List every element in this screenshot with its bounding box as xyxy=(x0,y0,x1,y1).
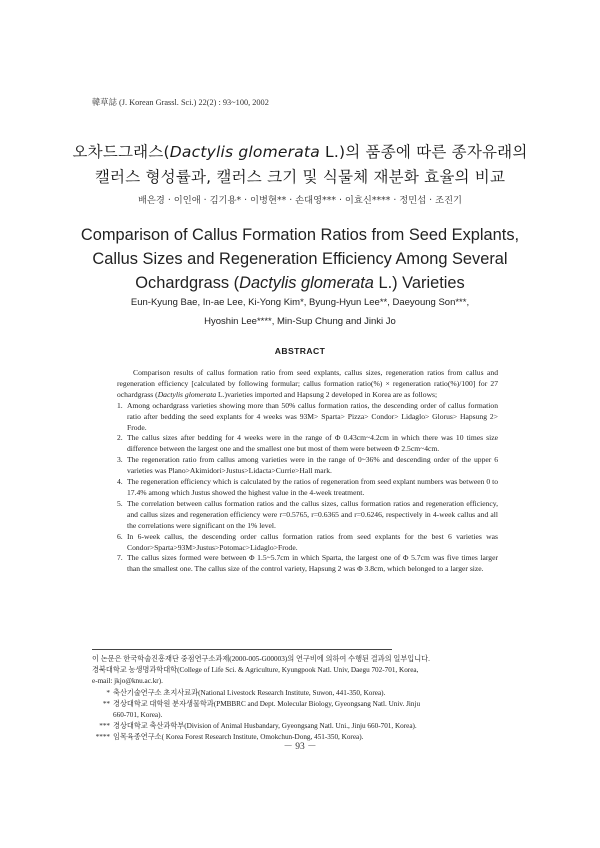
abstract-item xyxy=(117,553,498,575)
abstract-body xyxy=(117,368,498,575)
footnote-4: **** 임목육종연구소( Korea Forest Research Institute, Omokchun-Dong, 451-350, Korea). xyxy=(92,732,504,743)
abstract-item-text: The regeneration ratio from callus among varieties were in the range of 0~36% and descending order of the upper 6 varieties was Plano>Akimidori>Justus>Lidacta>Currie>Hall mark. xyxy=(127,455,498,476)
footnote-affiliation: 경북대학교 농생명과학대학(College of Life Sci. & Agriculture, Kyungpook Natl. Univ, Daegu 702-701, Korea, xyxy=(92,666,419,675)
page-number: － 93 － xyxy=(283,742,317,752)
korean-authors: 배은경 · 이인애 · 김기용* · 이병현** · 손대영*** · 이효신**** · 정민섭 · 조진기 xyxy=(137,195,463,206)
english-title-line-2: Callus Sizes and Regeneration Efficiency Among Several xyxy=(92,250,508,268)
english-title-line-3: Ochardgrass (Dactylis glomerata L.) Varieties xyxy=(135,274,465,292)
abstract-species: Dactylis glomerata xyxy=(157,389,217,399)
abstract-item xyxy=(117,401,498,434)
footnote-mark: ** xyxy=(102,699,110,708)
abstract-item-number: 1. xyxy=(117,400,123,410)
abstract-item xyxy=(117,532,498,554)
english-authors-line-1: Eun-Kyung Bae, In-ae Lee, Ki-Yong Kim*, Byung-Hyun Lee**, Daeyoung Son***, xyxy=(130,297,470,308)
abstract-item-number: 4. xyxy=(117,477,123,487)
abstract-item-text: Among ochardgrass varieties showing more than 50% callus formation ratios, the descending order of callus formation ratio after bedding the seed explants for 4 weeks was 93M> Sparta> Pizza> Condor> Lidaglo> Glorus> Hapsung 2> Frode. xyxy=(127,400,498,432)
abstract-item-text: The callus sizes after bedding for 4 weeks were in the range of Φ 0.43cm~4.2cm in which there was 10 times size difference between the largest one and the smallest one but most of them were between Φ 2.5cm~4cm. xyxy=(127,433,498,454)
footnotes xyxy=(92,654,504,744)
abstract-item xyxy=(117,499,498,532)
english-title xyxy=(60,223,540,295)
footnote-mark: *** xyxy=(99,722,110,731)
english-title-line-1: Comparison of Callus Formation Ratios from Seed Explants, xyxy=(80,226,520,244)
abstract-item xyxy=(117,433,498,455)
abstract-list xyxy=(117,401,498,576)
footnote-mark: * xyxy=(106,688,110,697)
english-authors xyxy=(60,293,540,331)
korean-title-species: Dactylis glomerata xyxy=(169,143,320,161)
abstract-item-number: 5. xyxy=(117,498,123,508)
abstract-item-number: 7. xyxy=(117,553,123,563)
abstract-item-text: The regeneration efficiency which is calculated by the ratios of regeneration from seed explant numbers was between 0 to 17.4% among which Justus showed the highest value in the 4-week treatment. xyxy=(127,477,498,497)
footnote-2-continued: 660-701, Korea). xyxy=(113,711,163,720)
abstract-item-number: 3. xyxy=(117,455,123,465)
korean-title xyxy=(60,140,540,190)
journal-citation: 韓草誌 (J. Korean Grassl. Sci.) 22(2) : 93~100, 2002 xyxy=(92,98,269,107)
footnote-divider xyxy=(92,649,392,650)
footnote-3: *** 경상대학교 축산과학부(Division of Animal Husbandary, Gyeongsang Natl. Uni., Jinju 660-701, Korea). xyxy=(92,721,504,732)
abstract-item-text: The callus sizes formed were between Φ 1.5~5.7cm in which Sparta, the largest one of Φ 5.7cm was five times larger than the smallest one. The callus size of the control variety, Hapsung 2 was Φ 3.8cm, which belonged to a larger size. xyxy=(127,553,498,574)
footnote-1: * 축산기술연구소 초지사료과(National Livestock Research Institute, Suwon, 441-350, Korea). xyxy=(92,688,504,699)
korean-title-line-1: 오차드그래스(Dactylis glomerata L.)의 품종에 따른 종자유래의 xyxy=(72,143,528,161)
abstract-heading: ABSTRACT xyxy=(274,346,326,356)
abstract-item xyxy=(117,455,498,477)
footnote-funding: 이 논문은 한국학술진흥재단 중점연구소과제(2000-005-G00003)의 연구비에 의하여 수행된 결과의 일부입니다. xyxy=(92,655,430,663)
abstract-item-number: 6. xyxy=(117,531,123,541)
footnote-email: e-mail: jkjo@knu.ac.kr). xyxy=(92,677,163,686)
footnote-2: ** 경상대학교 대학원 분자생물학과(PMBBRC and Dept. Molecular Biology, Gyeongsang Natl. Univ. Jinju xyxy=(92,699,504,710)
abstract-item xyxy=(117,477,498,499)
english-authors-line-2: Hyoshin Lee****, Min-Sup Chung and Jinki Jo xyxy=(204,316,396,327)
english-title-species: Dactylis glomerata xyxy=(239,274,374,292)
abstract-item-number: 2. xyxy=(117,433,123,443)
footnote-mark: **** xyxy=(95,733,110,742)
abstract-item-text: The correlation between callus formation ratios and the callus sizes, callus formation ratios and regeneration efficiency, and callus sizes and regeneration efficiency were r=0.5765, r=0.6365 and r=0.6246, respectively in 4-week callus and all the correlations were significant on the 1% level. xyxy=(127,498,498,530)
korean-title-line-2: 캘러스 형성률과, 캘러스 크기 및 식물체 재분화 효율의 비교 xyxy=(94,168,506,186)
abstract-item-text: In 6-week callus, the descending order callus formation ratios from seed explants for the best 6 varieties was Condor>Sparta>93M>Justus>Potomac>Lidaglo>Frode. xyxy=(127,531,498,552)
abstract-intro: Comparison results of callus formation ratio from seed explants, callus sizes, regeneration ratios from callus and regeneration efficiency [calculated by following formular; callus formation ratio(%) × regeneration ratio(%)/100] for 27 ochardgrass (Dactylis glomerata L.)varieties imported and Hapsung 2 developed in Korea are as follows; xyxy=(117,368,498,399)
